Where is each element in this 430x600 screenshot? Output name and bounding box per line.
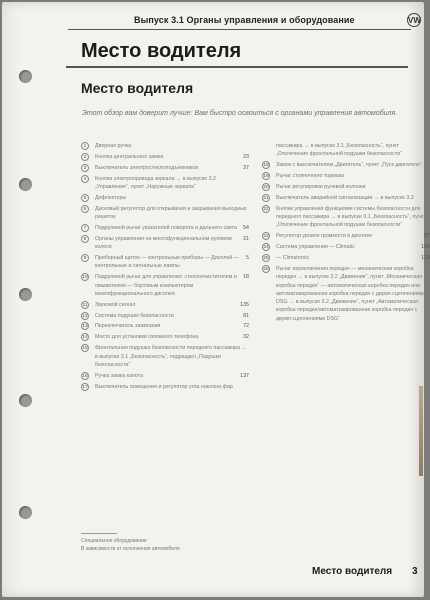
item-text: Переключатель зажигания [95,323,161,330]
item-number-badge: 9 [81,254,89,262]
section-title: Место водителя [81,80,194,96]
item-number-badge: 10 [82,275,88,281]
item-number-badge: 11 [82,302,88,308]
item-text: Выключатель освещения и регулятор угла наклона фар [95,383,233,390]
legend-item [262,243,430,251]
header-rule [68,29,411,30]
item-page-ref: 5 [246,255,249,262]
item-text: Кнопки управления функциями системы безопасности для переднего пассажира → в выпуске 3.1 „Безопасность“, пункт „Отключение фронтальной подушки безопасности“ [276,205,426,229]
item-text: Выключатель аварийной сигнализации → в выпуске 3.2 [276,194,414,201]
title-rule [66,66,408,68]
legend-item [262,142,430,159]
item-text: Ручка замка капота [95,372,144,379]
item-number-badge: 19 [263,174,269,180]
page-number: 3 [412,566,418,577]
page-edge-shadow [419,386,423,476]
binder-hole [19,70,32,83]
legend-item [81,224,249,232]
legend-item [81,153,249,161]
item-text: Кнопка центрального замка [95,153,164,160]
item-number-badge: 23 [263,234,269,240]
item-page-ref: 54 [243,224,249,231]
legend-column-right [262,142,430,326]
item-text: Рычаг регулировки рулевой колонки [276,183,366,190]
legend-item [81,312,249,320]
item-number-badge: 22 [263,206,269,212]
legend-item [81,142,249,150]
item-number-badge: 7 [81,224,89,232]
legend-item [262,194,430,202]
item-text: Приборный щиток — контрольные приборы — Дисплей — контрольные и сигнальные лампы [95,255,240,270]
item-page-ref: 72 [243,323,249,330]
item-text: Рычаг стояночного тормоза [276,173,345,180]
item-text: Кнопка электропривода зеркала → в выпуске 3.2 „Управление“, пункт „Наружные зеркала“ [95,175,216,190]
item-number-badge: 4 [81,175,89,183]
legend-item [81,301,249,309]
legend-item [81,322,249,330]
item-number-badge: 24 [263,245,269,251]
item-number-badge: 15 [82,346,88,352]
binder-hole [19,506,32,519]
legend-item [262,254,430,262]
footer-title: Место водителя [312,566,393,577]
item-text: пассажира → в выпуске 3.1 „Безопасность“, пункт „Отключение фронтальной подушки безопасности“ [276,143,402,158]
legend-item [262,161,430,169]
legend-item [81,164,249,172]
item-number-badge: 5 [81,194,89,202]
binder-hole [19,394,32,407]
running-header: Выпуск 3.1 Органы управления и оборудование [134,15,355,25]
legend-item [262,205,430,230]
item-page-ref: 130 [421,255,430,262]
intro-text: Этот обзор вам доверит лучше: Вам быстро освоиться с органами управления автомобиля. [82,110,398,117]
item-number-badge: 25 [263,256,269,262]
item-number-badge: 26 [263,266,269,272]
item-page-ref: 137 [240,372,249,379]
item-text: Замок с выключателем „Двигатель“, пункт „Пуск двигателя“ [276,162,422,169]
item-page-ref: 126 [421,244,430,251]
footnote-1: Специальное оборудование [81,538,147,544]
legend-item [81,205,249,222]
binder-hole [19,288,32,301]
item-page-ref: 18 [243,274,249,281]
item-number-badge: 13 [82,324,88,330]
item-text: Место для установки головного телефона [95,334,199,341]
item-number-badge: 16 [82,373,88,379]
page-title: Место водителя [81,40,242,62]
item-number-badge: 1 [81,142,89,150]
legend-item [81,372,249,380]
legend-item [81,383,249,391]
legend-item [262,183,430,191]
item-number-badge: 6 [81,205,89,213]
item-page-ref: 81 [243,312,249,319]
manual-page [2,2,430,597]
legend-item [81,333,249,341]
item-text: Система подушек безопасности [95,312,174,319]
item-text: Фронтальная подушка безопасности переднего пассажира → в выпуске 3.1 „Безопасность“, подраздел „Подушки безопасности“ [95,345,247,368]
item-number-badge: 3 [81,164,89,172]
legend-item [262,172,430,180]
item-number-badge: 18 [263,163,269,169]
legend-item [81,235,249,252]
item-number-badge: 12 [82,313,88,319]
item-page-ref: 32 [243,334,249,341]
item-number-badge: 17 [82,384,88,390]
legend-item [81,254,249,271]
item-text: Звуковой сигнал [95,301,136,308]
vw-logo-icon: VW [407,13,421,27]
binder-hole [19,178,32,191]
footnote-rule [81,533,117,534]
item-page-ref: 135 [240,301,249,308]
legend-item [262,265,430,323]
item-text: Дверная ручка [95,143,132,149]
item-text: Органы управления на многофункциональном рулевом колесе [95,235,232,251]
item-text: Выключатель электростеклоподъемников [95,164,199,171]
legend-item [81,175,249,192]
item-text: Регулятор уровня громкости в дисплее [276,233,373,240]
legend-column-left [81,142,249,394]
item-number-badge: 14 [82,335,88,341]
item-number-badge: 20 [263,184,269,190]
legend-item [262,232,430,240]
item-text: Подрулевой рычаг для управления: стеклоочистителем и омывателем — бортовым компьютером многофункционального дисплея [95,274,237,297]
item-text: Дефлекторы [95,194,127,201]
item-page-ref: 37 [243,164,249,171]
legend-item [81,273,249,298]
item-number-badge: 21 [263,195,269,201]
item-text: Система управления — Climatic [276,244,355,251]
item-number-badge: 2 [81,153,89,161]
legend-item [81,344,249,369]
item-page-ref: 97 [424,233,430,240]
item-text: Дисковый регулятор для открывания и закрывания выходных решеток [95,205,247,221]
item-page-ref: 23 [243,153,249,160]
item-text: Рычаг переключения передач — механическая коробка передач → в выпуске 3.2 „Движение“, пункт „Механическая коробка передач“ — автоматическая коробка передач или автоматизированная коробка передач с двумя сцеплениями DSG → в выпуске 3.2 „Движение“, пункт „Автоматическая коробка передач/автоматизированная коробка передач с двумя сцеплениями DSG“ [276,265,426,322]
legend-item [81,194,249,202]
item-number-badge: 8 [81,235,89,243]
footnote-2: В зависимости от исполнения автомобиля [81,546,180,552]
item-text: Подрулевой рычаг указателей поворота и дальнего света [95,224,237,231]
item-page-ref: 21 [243,235,249,242]
item-text: — Climatronic [276,255,310,262]
